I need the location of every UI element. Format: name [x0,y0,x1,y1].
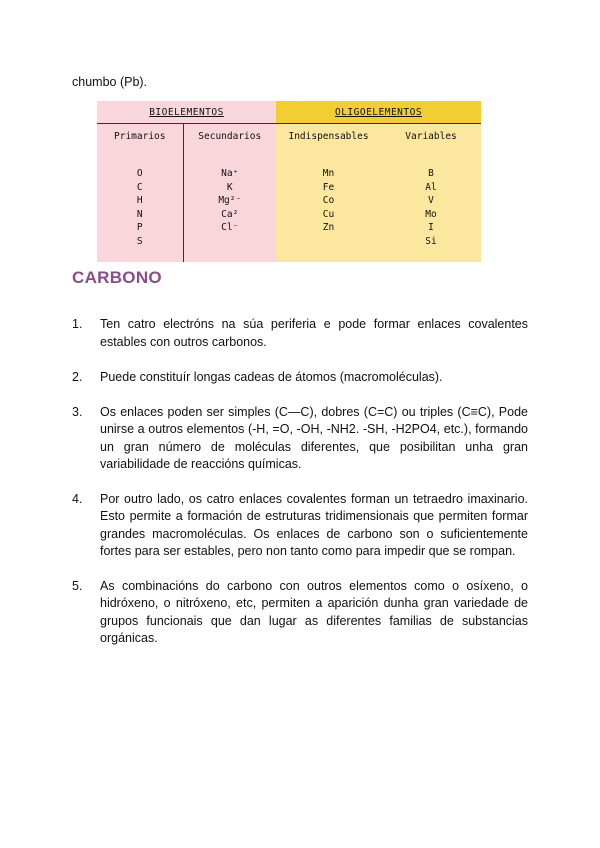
element-cell: Si [425,235,437,247]
item-number: 3. [72,404,83,419]
item-text: Os enlaces poden ser simples (C—C), dobres (C=C) ou triples (C≡C), Pode unirse a outros elementos (-H, =O, -OH, -NH2. -SH, -H2PO4, etc.), formando un gran número de moléculas diferentes, que posibilitan unha gran variabilidade de reaccións químicas. [100,404,528,471]
elements-table [97,101,481,262]
carbon-properties-list [72,316,528,648]
column-secundarios [183,167,276,262]
oligoelements-header: OLIGOELEMENTOS [276,101,481,124]
section-heading: CARBONO [72,268,162,287]
item-text: Ten catro electróns na súa periferia e pode formar enlaces covalentes estables con outros carbonos. [100,317,528,349]
column-indispensables [276,167,381,262]
element-cell: Cu [322,208,335,220]
element-cell: Al [425,181,437,193]
list-item [72,369,528,387]
item-text: Puede constituír longas cadeas de átomos (macromoléculas). [100,370,443,384]
list-item [72,316,528,351]
element-cell: I [428,222,434,233]
element-cell: H [136,195,143,206]
element-cell: S [136,235,143,247]
element-cell: Mg²⁻ [218,195,242,206]
item-number: 1. [72,317,83,331]
intro-text: chumbo (Pb). [72,75,148,89]
element-cell: Cl⁻ [221,222,239,233]
subheader-secundarios: Secundarios [183,124,276,168]
element-cell: Zn [322,222,335,233]
item-number: 5. [72,578,83,593]
column-primarios [97,167,183,262]
element-cell: K [226,181,233,193]
item-number: 2. [72,370,83,384]
element-cell: N [136,208,143,220]
element-cell: Na⁺ [221,168,239,179]
list-item [72,491,528,561]
subheader-primarios: Primarios [97,124,183,168]
list-item [72,404,528,474]
element-cell: B [428,168,434,179]
element-cell: Co [322,195,335,206]
element-cell: Fe [322,181,335,193]
element-cell: P [136,222,143,233]
element-cell: Ca² [221,208,239,220]
element-cell: Mn [322,168,335,179]
item-text: As combinacións do carbono con outros elementos como o osíxeno, o hidróxeno, o nitróxeno, etc, permiten a aparición dunha gran variedade de grupos funcionais que dan lugar as diferentes familias de substancias orgánicas. [100,578,528,645]
item-number: 4. [72,491,83,506]
subheader-variables: Variables [381,124,481,168]
element-cell: O [136,168,143,179]
item-text: Por outro lado, os catro enlaces covalentes forman un tetraedro imaxinario. Esto permite a formación de estruturas tridimensionais que permiten formar grandes macromoléculas. Os enlaces de carbono son o suficientemente fortes para ser estables, pero non tanto como para impedir que se rompan. [100,491,528,558]
column-variables [381,167,481,262]
element-cell: C [136,181,143,193]
subheader-indispensables: Indispensables [276,124,381,168]
list-item [72,578,528,648]
element-cell: V [428,195,434,206]
element-cell: Mo [425,208,437,220]
bioelements-header: BIOELEMENTOS [97,101,276,124]
